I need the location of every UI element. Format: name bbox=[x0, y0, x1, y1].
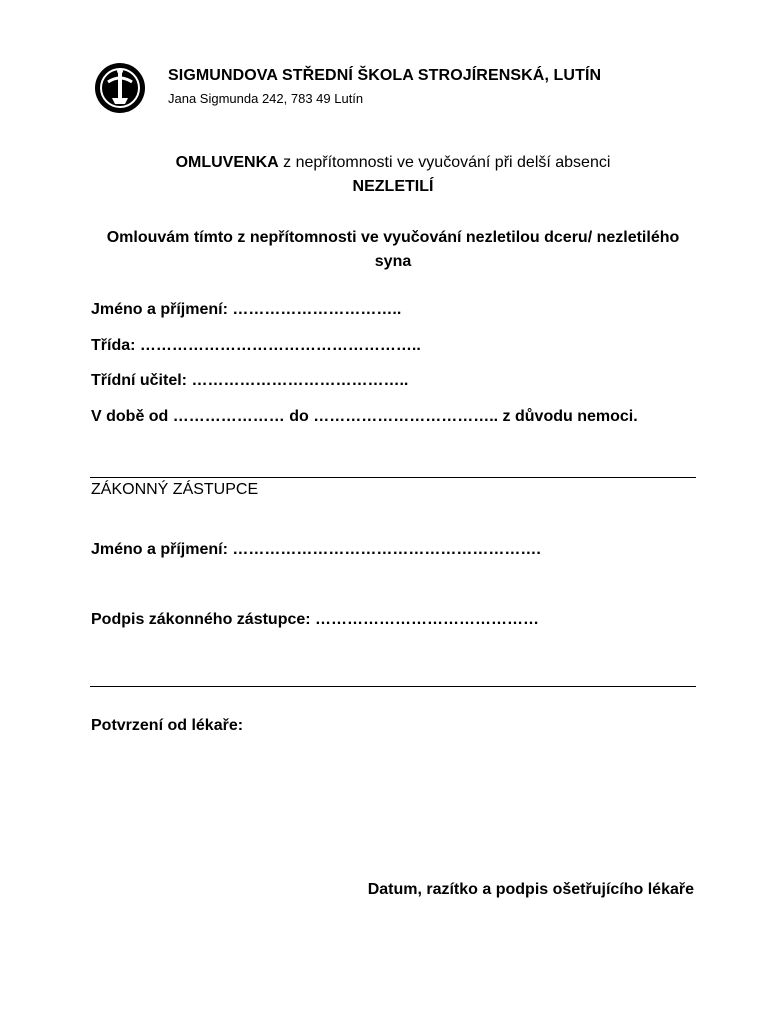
guardian-name-field[interactable]: Jméno a příjmení: …………………………………………………. bbox=[91, 541, 541, 558]
title-rest: z nepřítomnosti ve vyučování při delší absenci bbox=[278, 154, 611, 171]
guardian-signature-field[interactable]: Podpis zákonného zástupce: …………………………………… bbox=[91, 611, 540, 628]
school-name: SIGMUNDOVA STŘEDNÍ ŠKOLA STROJÍRENSKÁ, LUTÍN bbox=[168, 67, 602, 84]
doctor-signature-label: Datum, razítko a podpis ošetřujícího lékaře bbox=[367, 881, 694, 898]
student-class-field[interactable]: Třída: …………………………………………….. bbox=[91, 337, 421, 354]
absence-period-field[interactable]: V době od ………………… do …………………………….. z důvodu nemoci. bbox=[91, 408, 638, 425]
school-emblem-icon bbox=[94, 62, 146, 114]
document-title bbox=[90, 154, 696, 172]
document-subtitle: NEZLETILÍ bbox=[352, 178, 434, 195]
school-address: Jana Sigmunda 242, 783 49 Lutín bbox=[168, 91, 364, 106]
title-bold-word: OMLUVENKA bbox=[175, 154, 279, 171]
excuse-statement: Omlouvám tímto z nepřítomnosti ve vyučování nezletilou dceru/ nezletilého syna bbox=[106, 229, 680, 270]
class-teacher-field[interactable]: Třídní učitel: ………………………………….. bbox=[91, 372, 409, 389]
section-divider bbox=[90, 477, 696, 478]
guardian-heading: ZÁKONNÝ ZÁSTUPCE bbox=[91, 481, 259, 498]
doctor-confirmation-label: Potvrzení od lékaře: bbox=[91, 717, 244, 734]
student-name-field[interactable]: Jméno a příjmení: ………………………….. bbox=[91, 301, 402, 318]
section-divider bbox=[90, 686, 696, 687]
